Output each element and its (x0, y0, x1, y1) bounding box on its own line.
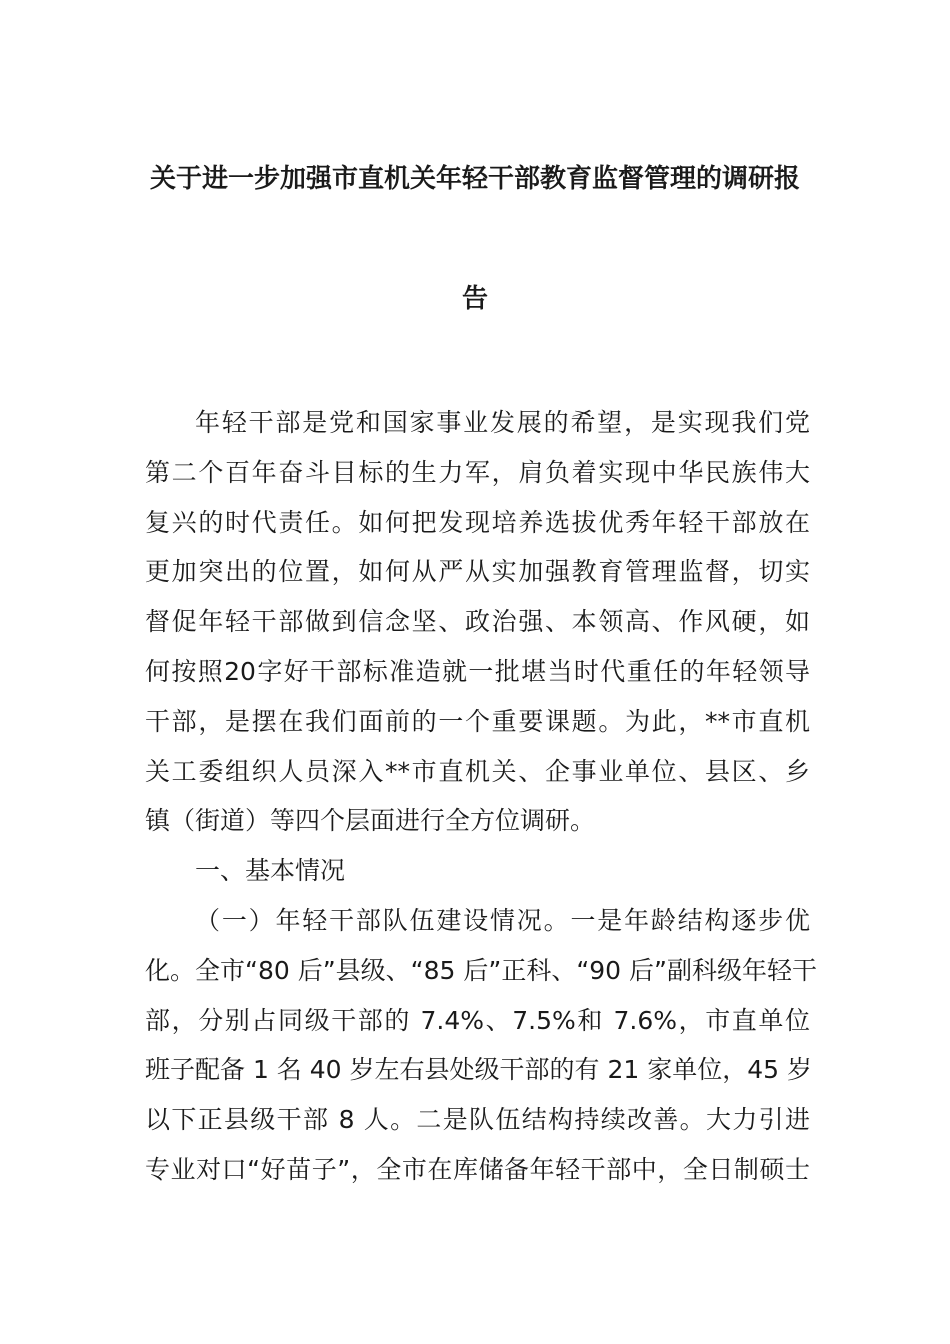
text-line: 镇（街道）等四个层面进行全方位调研。 (145, 806, 596, 836)
text-line: 何按照20字好干部标准造就一批堪当时代重任的年轻领导 (145, 656, 810, 686)
text-line: 部，分别占同级干部的 7.4%、7.5%和 7.6%，市直单位 (145, 1005, 810, 1035)
text-line: 以下正县级干部 8 人。二是队伍结构持续改善。大力引进 (145, 1105, 810, 1135)
text-line: 年轻干部是党和国家事业发展的希望，是实现我们党 (195, 408, 810, 437)
text-line: 复兴的时代责任。如何把发现培养选拔优秀年轻干部放在 (145, 507, 810, 537)
text-line: 督促年轻干部做到信念坚、政治强、本领高、作风硬，如 (145, 607, 810, 637)
document-title-line-1: 关于进一步加强市直机关年轻干部教育监督管理的调研报 (149, 164, 800, 194)
section-heading-basic-situation (145, 846, 810, 896)
text-line: 关工委组织人员深入**市直机关、企事业单位、县区、乡 (145, 756, 810, 786)
text-line: 班子配备 1 名 40 岁左右县处级干部的有 21 家单位，45 岁 (145, 1055, 812, 1085)
text-line: 化。全市“80 后”县级、“85 后”正科、“90 后”副科级年轻干 (145, 955, 817, 985)
paragraph-team-building (145, 896, 817, 1195)
document-body (145, 398, 817, 1195)
text-line: （一）年轻干部队伍建设情况。一是年龄结构逐步优 (195, 905, 810, 935)
text-line: 干部，是摆在我们面前的一个重要课题。为此，**市直机 (145, 706, 810, 736)
section-heading: 一、基本情况 (195, 856, 346, 886)
text-line: 第二个百年奋斗目标的生力军，肩负着实现中华民族伟大 (145, 457, 810, 487)
text-line: 更加突出的位置，如何从严从实加强教育管理监督，切实 (145, 557, 810, 587)
paragraph-intro (145, 398, 810, 846)
document-title-line-2: 告 (461, 284, 488, 314)
text-line: 专业对口“好苗子”，全市在库储备年轻干部中，全日制硕士 (145, 1154, 810, 1184)
